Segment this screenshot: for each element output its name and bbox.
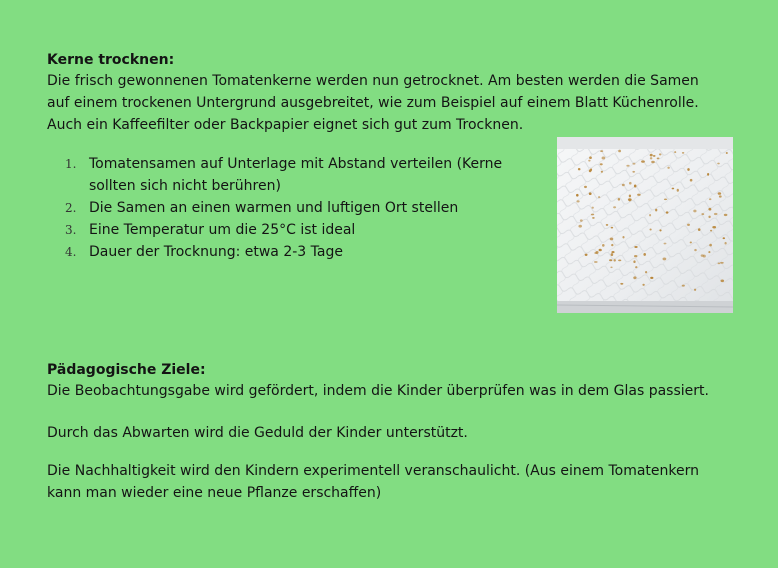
seed-dot — [580, 219, 583, 221]
goals-sustainability-line: Die Nachhaltigkeit wird den Kindern experimentell veranschaulicht. (Aus einem Tomatenkern — [47, 463, 699, 479]
seed-dot — [682, 152, 684, 154]
seed-dot — [613, 259, 615, 261]
seed-dot — [588, 160, 590, 162]
seed-dot — [650, 277, 653, 279]
seed-dot — [599, 249, 602, 252]
seed-dot — [650, 157, 653, 159]
seed-dot — [701, 254, 704, 256]
seed-dot — [664, 198, 667, 200]
list-item-text: Dauer der Trocknung: etwa 2-3 Tage — [89, 244, 343, 260]
seed-dot — [667, 167, 669, 169]
seed-dot — [628, 198, 632, 201]
seed-dot — [694, 249, 697, 251]
seed-dot — [664, 243, 667, 245]
seed-dot — [576, 194, 579, 197]
seed-dot — [687, 224, 690, 226]
seed-dot — [613, 206, 616, 208]
seed-dot — [642, 284, 644, 286]
seed-dot — [701, 213, 704, 215]
seed-dot — [666, 211, 669, 213]
seed-dot — [578, 225, 582, 228]
seed-dot — [650, 229, 652, 231]
drying-heading: Kerne trocknen: — [47, 52, 175, 68]
seed-dot — [594, 261, 598, 263]
seed-dot — [723, 237, 725, 239]
drying-intro-line: auf einem trockenen Untergrund ausgebreitet, wie zum Beispiel auf einem Blatt Küchenrolle. — [47, 95, 699, 111]
goals-heading: Pädagogische Ziele: — [47, 362, 206, 378]
seed-dot — [707, 173, 709, 176]
list-item-text: Die Samen an einen warmen und luftigen Ort stellen — [89, 200, 459, 216]
seed-dot — [611, 227, 614, 229]
seed-dot — [649, 214, 651, 216]
drying-intro — [47, 70, 699, 136]
seed-dot — [633, 276, 636, 279]
list-item-number: 4. — [65, 245, 77, 259]
seed-dot — [600, 150, 603, 152]
seed-dot — [622, 184, 625, 186]
goals-observation-text: Die Beobachtungsgabe wird gefördert, indem die Kinder überprüfen was in dem Glas passiert. — [47, 383, 709, 399]
seed-dot — [655, 209, 657, 212]
seed-dot — [610, 266, 612, 268]
seed-dot — [633, 163, 636, 165]
seed-dot — [690, 241, 692, 243]
seed-dot — [709, 244, 712, 247]
seed-dot — [672, 188, 675, 190]
seed-dot — [611, 244, 613, 246]
seed-dot — [606, 224, 609, 226]
seed-dot — [717, 163, 720, 165]
seed-dot — [710, 230, 712, 232]
seed-dot — [629, 194, 631, 197]
seed-dot — [708, 216, 710, 218]
seed-dot — [611, 253, 614, 256]
seed-dot — [663, 257, 667, 260]
seed-dot — [634, 185, 637, 188]
seed-dot — [590, 168, 592, 171]
seed-dot — [682, 285, 685, 287]
seed-dot — [600, 163, 603, 165]
seed-dot — [637, 194, 640, 196]
seed-dot — [720, 262, 724, 264]
seed-dot — [653, 155, 656, 157]
seed-dot — [591, 214, 594, 216]
goals-sustainability-line: kann man wieder eine neue Pflanze erschaffen) — [47, 485, 382, 501]
goals-patience-text: Durch das Abwarten wird die Geduld der Kinder unterstützt. — [47, 425, 468, 441]
seed-dot — [726, 152, 728, 154]
seeds-photo-illustration — [557, 137, 733, 313]
seed-dot — [609, 259, 612, 261]
seed-dot — [584, 186, 587, 188]
seed-dot — [698, 228, 701, 231]
seed-dot — [714, 213, 718, 215]
seed-dot — [687, 168, 689, 171]
seed-dot — [718, 263, 721, 265]
list-item — [47, 219, 527, 241]
seed-dot — [592, 207, 594, 209]
seed-dot — [657, 157, 660, 159]
seed-dot — [589, 192, 592, 195]
seed-dot — [635, 266, 637, 268]
seed-dot — [629, 182, 632, 185]
seed-dot — [659, 153, 662, 155]
list-item-text: Eine Temperatur um die 25°C ist ideal — [89, 222, 356, 238]
seed-dot — [724, 242, 726, 245]
seed-dot — [596, 251, 599, 254]
seed-dot — [708, 251, 710, 253]
seed-dot — [659, 229, 661, 231]
seed-dot — [626, 165, 629, 167]
seed-dot — [634, 246, 637, 248]
seed-dot — [721, 279, 725, 282]
seed-dot — [645, 271, 647, 273]
drying-intro-line: Auch ein Kaffeefilter oder Backpapier eignet sich gut zum Trocknen. — [47, 117, 524, 133]
seed-dot — [598, 196, 600, 198]
seeds-on-paper-photo — [557, 137, 733, 313]
seed-dot — [618, 198, 620, 201]
seed-dot — [602, 244, 605, 247]
seed-dot — [677, 189, 679, 192]
list-item — [47, 241, 527, 263]
seed-dot — [712, 226, 716, 228]
seed-dot — [622, 236, 624, 238]
seed-dot — [719, 195, 722, 197]
seed-dot — [709, 198, 711, 200]
seed-dot — [610, 237, 614, 240]
seed-dot — [650, 154, 653, 157]
seed-dot — [693, 210, 696, 213]
seed-dot — [708, 208, 711, 211]
seed-dot — [602, 157, 606, 160]
list-item — [47, 153, 527, 197]
seed-dot — [633, 260, 635, 263]
seed-dot — [577, 200, 580, 202]
seed-dot — [643, 253, 646, 256]
list-item-text: sollten sich nicht berühren) — [89, 178, 281, 194]
seed-dot — [674, 151, 676, 153]
seed-dot — [634, 255, 637, 257]
seed-dot — [690, 179, 693, 182]
drying-intro-line: Die frisch gewonnenen Tomatenkerne werden nun getrocknet. Am besten werden die Samen — [47, 73, 699, 89]
list-item-number: 3. — [65, 223, 77, 237]
goals-sustainability-text — [47, 460, 699, 504]
list-item-number: 2. — [65, 201, 77, 215]
seed-dot — [618, 260, 621, 262]
list-item-number: 1. — [65, 157, 77, 171]
seed-dot — [589, 156, 592, 159]
list-item-text: Tomatensamen auf Unterlage mit Abstand verteilen (Kerne — [89, 156, 503, 172]
seed-dot — [618, 150, 621, 153]
drying-steps-list — [47, 153, 527, 263]
seed-dot — [585, 254, 588, 256]
seed-dot — [578, 168, 581, 170]
seed-dot — [641, 160, 645, 162]
list-item — [47, 197, 527, 219]
seed-dot — [601, 171, 603, 173]
seed-dot — [651, 161, 655, 163]
seed-dot — [620, 283, 623, 285]
seed-dot — [592, 217, 595, 219]
seed-dot — [611, 251, 614, 253]
seed-dot — [724, 214, 728, 216]
seed-dot — [632, 171, 635, 173]
seed-dot — [694, 289, 696, 291]
seed-dot — [718, 192, 722, 195]
